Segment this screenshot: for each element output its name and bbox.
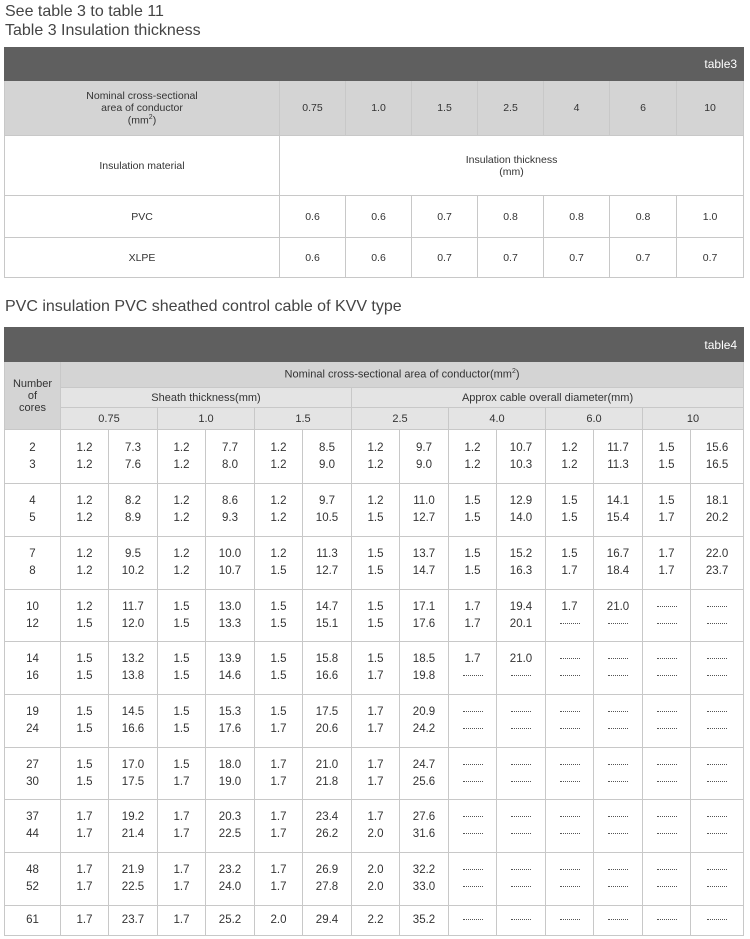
table4-value [497, 906, 546, 936]
dash-placeholder [707, 606, 727, 607]
dash-placeholder [707, 833, 727, 834]
table4-value: 32.2 33.0 [400, 853, 449, 906]
table4-value: 2.2 [352, 906, 400, 936]
table4-value [497, 748, 546, 800]
dash-placeholder [560, 919, 580, 920]
dash-placeholder [608, 623, 628, 624]
table4-value: 7.7 8.0 [206, 430, 255, 484]
dash-placeholder [511, 816, 531, 817]
table4-value: 11.3 12.7 [303, 537, 352, 590]
table4-value: 1.2 1.2 [255, 430, 303, 484]
table3-size-header: Nominal cross-sectional area of conductor $(mm^2)$ [5, 81, 280, 136]
cores-value: 10 12 [5, 590, 61, 642]
table4-value: 20.9 24.2 [400, 695, 449, 748]
table4-value: 20.3 22.5 [206, 800, 255, 853]
table4 [4, 327, 744, 936]
dash-placeholder [707, 658, 727, 659]
table4-value [546, 695, 594, 748]
table4-value: 1.2 1.2 [61, 537, 109, 590]
dash-placeholder [657, 623, 677, 624]
table-row [5, 484, 744, 537]
table-row [5, 800, 744, 853]
dash-placeholder [511, 711, 531, 712]
table4-value [594, 853, 643, 906]
table4-value: 1.5 1.5 [61, 695, 109, 748]
table4-value: 1.5 1.5 [449, 537, 497, 590]
table4-value: 18.0 19.0 [206, 748, 255, 800]
table4-value: 19.2 21.4 [109, 800, 158, 853]
table4-value: 17.5 20.6 [303, 695, 352, 748]
dash-placeholder [560, 728, 580, 729]
table4-value: 11.7 11.3 [594, 430, 643, 484]
table-row [5, 853, 744, 906]
table4-value: 21.0 [497, 642, 546, 695]
table4-value: 29.4 [303, 906, 352, 936]
dash-placeholder [560, 869, 580, 870]
table4-value: 1.2 1.5 [255, 537, 303, 590]
table4-value [691, 800, 744, 853]
dash-placeholder [657, 816, 677, 817]
table3-value: 0.8 [478, 196, 544, 238]
table4-value [449, 906, 497, 936]
dash-placeholder [657, 658, 677, 659]
table4-value [691, 748, 744, 800]
table-row [5, 430, 744, 484]
dash-placeholder [560, 658, 580, 659]
table4-value: 1.7 1.7 [449, 590, 497, 642]
diameter-header: Approx cable overall diameter(mm) [352, 388, 744, 408]
table4-value: 9.7 9.0 [400, 430, 449, 484]
table4-value: 16.7 18.4 [594, 537, 643, 590]
table4-value: 2.0 2.0 [352, 853, 400, 906]
dash-placeholder [608, 711, 628, 712]
table3 [4, 47, 744, 278]
table4-value: 1.7 [61, 906, 109, 936]
dash-placeholder [657, 606, 677, 607]
table3-value: 0.8 [544, 196, 610, 238]
table3-material-label: Insulation material [5, 136, 280, 196]
table4-size: 1.5 [255, 408, 352, 430]
dash-placeholder [707, 816, 727, 817]
dash-placeholder [560, 623, 580, 624]
table4-value [594, 748, 643, 800]
cores-value: 19 24 [5, 695, 61, 748]
table-row [5, 748, 744, 800]
dash-placeholder [707, 781, 727, 782]
table4-value: 1.5 1.5 [352, 590, 400, 642]
dash-placeholder [608, 764, 628, 765]
table4-value: 1.7 1.7 [643, 537, 691, 590]
table4-value [449, 695, 497, 748]
dash-placeholder [463, 816, 483, 817]
table4-value: 1.2 1.2 [61, 484, 109, 537]
table4-value: 1.2 1.2 [546, 430, 594, 484]
dash-placeholder [511, 919, 531, 920]
dash-placeholder [657, 711, 677, 712]
table4-value: 1.2 1.2 [61, 430, 109, 484]
table4-value: 15.2 16.3 [497, 537, 546, 590]
intro-text [5, 2, 201, 40]
table4-tag: table4 [5, 328, 744, 362]
intro-line-2: Table 3 Insulation thickness [5, 22, 201, 39]
dash-placeholder [707, 711, 727, 712]
table4-value [643, 642, 691, 695]
table4-value: 24.7 25.6 [400, 748, 449, 800]
dash-placeholder [463, 869, 483, 870]
dash-placeholder [608, 816, 628, 817]
table4-value: 35.2 [400, 906, 449, 936]
dash-placeholder [560, 886, 580, 887]
table4-value: 23.7 [109, 906, 158, 936]
table-row [5, 642, 744, 695]
table3-value: 0.7 [544, 238, 610, 278]
dash-placeholder [463, 833, 483, 834]
dash-placeholder [463, 728, 483, 729]
table3-value: 1.0 [677, 196, 744, 238]
table3-size: 10 [677, 81, 744, 136]
table4-value: 1.7 1.7 [255, 853, 303, 906]
table4-value: 1.2 1.2 [158, 537, 206, 590]
dash-placeholder [657, 919, 677, 920]
table3-size: 4 [544, 81, 610, 136]
table4-size: 10 [643, 408, 744, 430]
table4-value: 1.5 1.5 [158, 695, 206, 748]
table4-value [546, 906, 594, 936]
dash-placeholder [707, 764, 727, 765]
dash-placeholder [657, 728, 677, 729]
table4-value: 11.0 12.7 [400, 484, 449, 537]
table4-value: 1.5 1.7 [255, 695, 303, 748]
dash-placeholder [707, 623, 727, 624]
dash-placeholder [707, 728, 727, 729]
table4-value: 13.7 14.7 [400, 537, 449, 590]
table4-value: 1.5 1.7 [158, 748, 206, 800]
table3-size: 2.5 [478, 81, 544, 136]
table3-value: 0.7 [478, 238, 544, 278]
table4-value [594, 906, 643, 936]
table4-value: 1.5 1.5 [449, 484, 497, 537]
dash-placeholder [707, 886, 727, 887]
table4-value: 1.2 1.2 [158, 430, 206, 484]
table3-size: 0.75 [280, 81, 346, 136]
table4-value: 17.0 17.5 [109, 748, 158, 800]
table4-value: 1.5 1.7 [546, 537, 594, 590]
table3-value: 0.6 [280, 196, 346, 238]
area-header: Nominal cross-sectional area of $conductor(mm^2)$ [61, 362, 744, 388]
table4-value: 1.7 1.7 [352, 695, 400, 748]
table4-value: 9.5 10.2 [109, 537, 158, 590]
table4-value: 17.1 17.6 [400, 590, 449, 642]
cores-value: 37 44 [5, 800, 61, 853]
table4-value [449, 853, 497, 906]
table4-value [497, 800, 546, 853]
table3-value: 0.6 [346, 238, 412, 278]
table4-value [643, 748, 691, 800]
table4-value [643, 853, 691, 906]
table4-value: 14.7 15.1 [303, 590, 352, 642]
table4-value [546, 853, 594, 906]
dash-placeholder [511, 781, 531, 782]
dash-placeholder [463, 711, 483, 712]
dash-placeholder [707, 919, 727, 920]
dash-placeholder [463, 764, 483, 765]
dash-placeholder [511, 675, 531, 676]
table4-value: 1.5 1.7 [643, 484, 691, 537]
table4-value [594, 800, 643, 853]
table3-value: 0.6 [280, 238, 346, 278]
table4-value: 8.2 8.9 [109, 484, 158, 537]
table4-value: 1.2 1.2 [255, 484, 303, 537]
dash-placeholder [608, 919, 628, 920]
table4-value: 10.0 10.7 [206, 537, 255, 590]
table4-value: 23.2 24.0 [206, 853, 255, 906]
dash-placeholder [608, 658, 628, 659]
dash-placeholder [463, 781, 483, 782]
table4-size: 0.75 [61, 408, 158, 430]
table4-value [643, 590, 691, 642]
dash-placeholder [463, 675, 483, 676]
table4-value [546, 642, 594, 695]
table3-size: 1.5 [412, 81, 478, 136]
table4-value [643, 695, 691, 748]
dash-placeholder [511, 869, 531, 870]
dash-placeholder [707, 869, 727, 870]
cores-value: 48 52 [5, 853, 61, 906]
dash-placeholder [560, 833, 580, 834]
table4-value: 21.9 22.5 [109, 853, 158, 906]
table4-value: 14.1 15.4 [594, 484, 643, 537]
dash-placeholder [657, 764, 677, 765]
table4-value: 1.2 1.2 [352, 430, 400, 484]
table4-value [691, 590, 744, 642]
table4-value [691, 853, 744, 906]
table4-value: 1.7 1.7 [158, 853, 206, 906]
dash-placeholder [657, 675, 677, 676]
table-row [5, 238, 744, 278]
dash-placeholder [560, 781, 580, 782]
table4-value: 1.7 1.7 [255, 748, 303, 800]
table4-value: 1.7 1.7 [61, 853, 109, 906]
table4-size: 2.5 [352, 408, 449, 430]
table-row [5, 590, 744, 642]
table3-value: 0.7 [677, 238, 744, 278]
table4-value: 1.2 1.5 [352, 484, 400, 537]
table4-value: 1.5 1.5 [61, 642, 109, 695]
table4-size: 4.0 [449, 408, 546, 430]
table4-value: 9.7 10.5 [303, 484, 352, 537]
dash-placeholder [511, 833, 531, 834]
table4-value: 1.7 1.7 [158, 800, 206, 853]
table4-value: 8.6 9.3 [206, 484, 255, 537]
dash-placeholder [511, 728, 531, 729]
cores-value: 2 3 [5, 430, 61, 484]
table4-value: 1.7 2.0 [352, 800, 400, 853]
table-row [5, 537, 744, 590]
table4-value: 1.5 1.5 [61, 748, 109, 800]
table4-value: 1.7 [449, 642, 497, 695]
sheath-header: Sheath thickness(mm) [61, 388, 352, 408]
dash-placeholder [608, 886, 628, 887]
table3-thickness-label: Insulation thickness (mm) [280, 136, 744, 196]
table4-value: 10.7 10.3 [497, 430, 546, 484]
cores-value: 7 8 [5, 537, 61, 590]
dash-placeholder [463, 919, 483, 920]
table4-value: 1.5 1.5 [158, 590, 206, 642]
cores-value: 4 5 [5, 484, 61, 537]
table4-value: 15.3 17.6 [206, 695, 255, 748]
table4-value: 1.5 1.5 [643, 430, 691, 484]
table3-value: 0.8 [610, 196, 677, 238]
cores-header: Number of cores [5, 362, 61, 430]
table3-material: PVC [5, 196, 280, 238]
table4-value: 14.5 16.6 [109, 695, 158, 748]
dash-placeholder [608, 869, 628, 870]
table4-value: 1.5 1.5 [255, 590, 303, 642]
table4-value: 15.8 16.6 [303, 642, 352, 695]
intro-line-1: See table 3 to table 11 [5, 3, 164, 20]
dash-placeholder [560, 816, 580, 817]
table3-tag: table3 [5, 48, 744, 81]
dash-placeholder [657, 869, 677, 870]
table4-value: 1.7 1.7 [352, 748, 400, 800]
table4-value: 13.0 13.3 [206, 590, 255, 642]
dash-placeholder [560, 711, 580, 712]
dash-placeholder [560, 675, 580, 676]
table-row [5, 196, 744, 238]
table4-value: 1.2 1.2 [449, 430, 497, 484]
table4-value: 1.5 1.5 [158, 642, 206, 695]
table4-value: 21.0 [594, 590, 643, 642]
table4-value: 18.5 19.8 [400, 642, 449, 695]
table4-value: 1.2 1.5 [61, 590, 109, 642]
table3-material: XLPE [5, 238, 280, 278]
dash-placeholder [511, 886, 531, 887]
table4-value: 25.2 [206, 906, 255, 936]
table4-value: 1.5 1.5 [255, 642, 303, 695]
table4-value: 11.7 12.0 [109, 590, 158, 642]
table4-value: 15.6 16.5 [691, 430, 744, 484]
table4-value [691, 906, 744, 936]
table4-value: 21.0 21.8 [303, 748, 352, 800]
table4-value: 26.9 27.8 [303, 853, 352, 906]
table4-value: 2.0 [255, 906, 303, 936]
table3-size: 1.0 [346, 81, 412, 136]
table4-value: 1.2 1.2 [158, 484, 206, 537]
table-row [5, 906, 744, 936]
dash-placeholder [511, 764, 531, 765]
table4-value: 18.1 20.2 [691, 484, 744, 537]
dash-placeholder [608, 728, 628, 729]
dash-placeholder [657, 886, 677, 887]
table-row [5, 695, 744, 748]
table4-value: 1.7 [158, 906, 206, 936]
table4-value [691, 695, 744, 748]
table3-value: 0.7 [610, 238, 677, 278]
cores-value: 27 30 [5, 748, 61, 800]
table4-value: 23.4 26.2 [303, 800, 352, 853]
table4-value [594, 642, 643, 695]
table4-value: 1.7 [546, 590, 594, 642]
table4-value [497, 853, 546, 906]
cores-value: 14 16 [5, 642, 61, 695]
table4-value: 1.5 1.5 [546, 484, 594, 537]
dash-placeholder [657, 833, 677, 834]
table4-value: 8.5 9.0 [303, 430, 352, 484]
table4-value: 13.2 13.8 [109, 642, 158, 695]
table3-value: 0.6 [346, 196, 412, 238]
table4-value [449, 800, 497, 853]
table4-value [497, 695, 546, 748]
table4-size: 1.0 [158, 408, 255, 430]
table4-caption: PVC insulation PVC sheathed control cable of KVV type [5, 298, 402, 315]
table4-value [691, 642, 744, 695]
table4-value: 1.5 1.7 [352, 642, 400, 695]
table4-value [449, 748, 497, 800]
table4-size: 6.0 [546, 408, 643, 430]
dash-placeholder [560, 764, 580, 765]
table4-value [643, 800, 691, 853]
table4-value [643, 906, 691, 936]
table4-value: 1.5 1.5 [352, 537, 400, 590]
table4-value: 1.7 1.7 [61, 800, 109, 853]
dash-placeholder [608, 675, 628, 676]
table4-value: 22.0 23.7 [691, 537, 744, 590]
dash-placeholder [707, 675, 727, 676]
dash-placeholder [657, 781, 677, 782]
dash-placeholder [463, 886, 483, 887]
table4-value: 7.3 7.6 [109, 430, 158, 484]
dash-placeholder [608, 833, 628, 834]
table4-value: 19.4 20.1 [497, 590, 546, 642]
table4-value: 13.9 14.6 [206, 642, 255, 695]
dash-placeholder [608, 781, 628, 782]
table4-value [546, 800, 594, 853]
cores-value: 61 [5, 906, 61, 936]
table3-value: 0.7 [412, 238, 478, 278]
table4-value: 27.6 31.6 [400, 800, 449, 853]
table4-value: 12.9 14.0 [497, 484, 546, 537]
table4-value: 1.7 1.7 [255, 800, 303, 853]
table4-value [594, 695, 643, 748]
table4-value [546, 748, 594, 800]
table3-value: 0.7 [412, 196, 478, 238]
table3-size: 6 [610, 81, 677, 136]
